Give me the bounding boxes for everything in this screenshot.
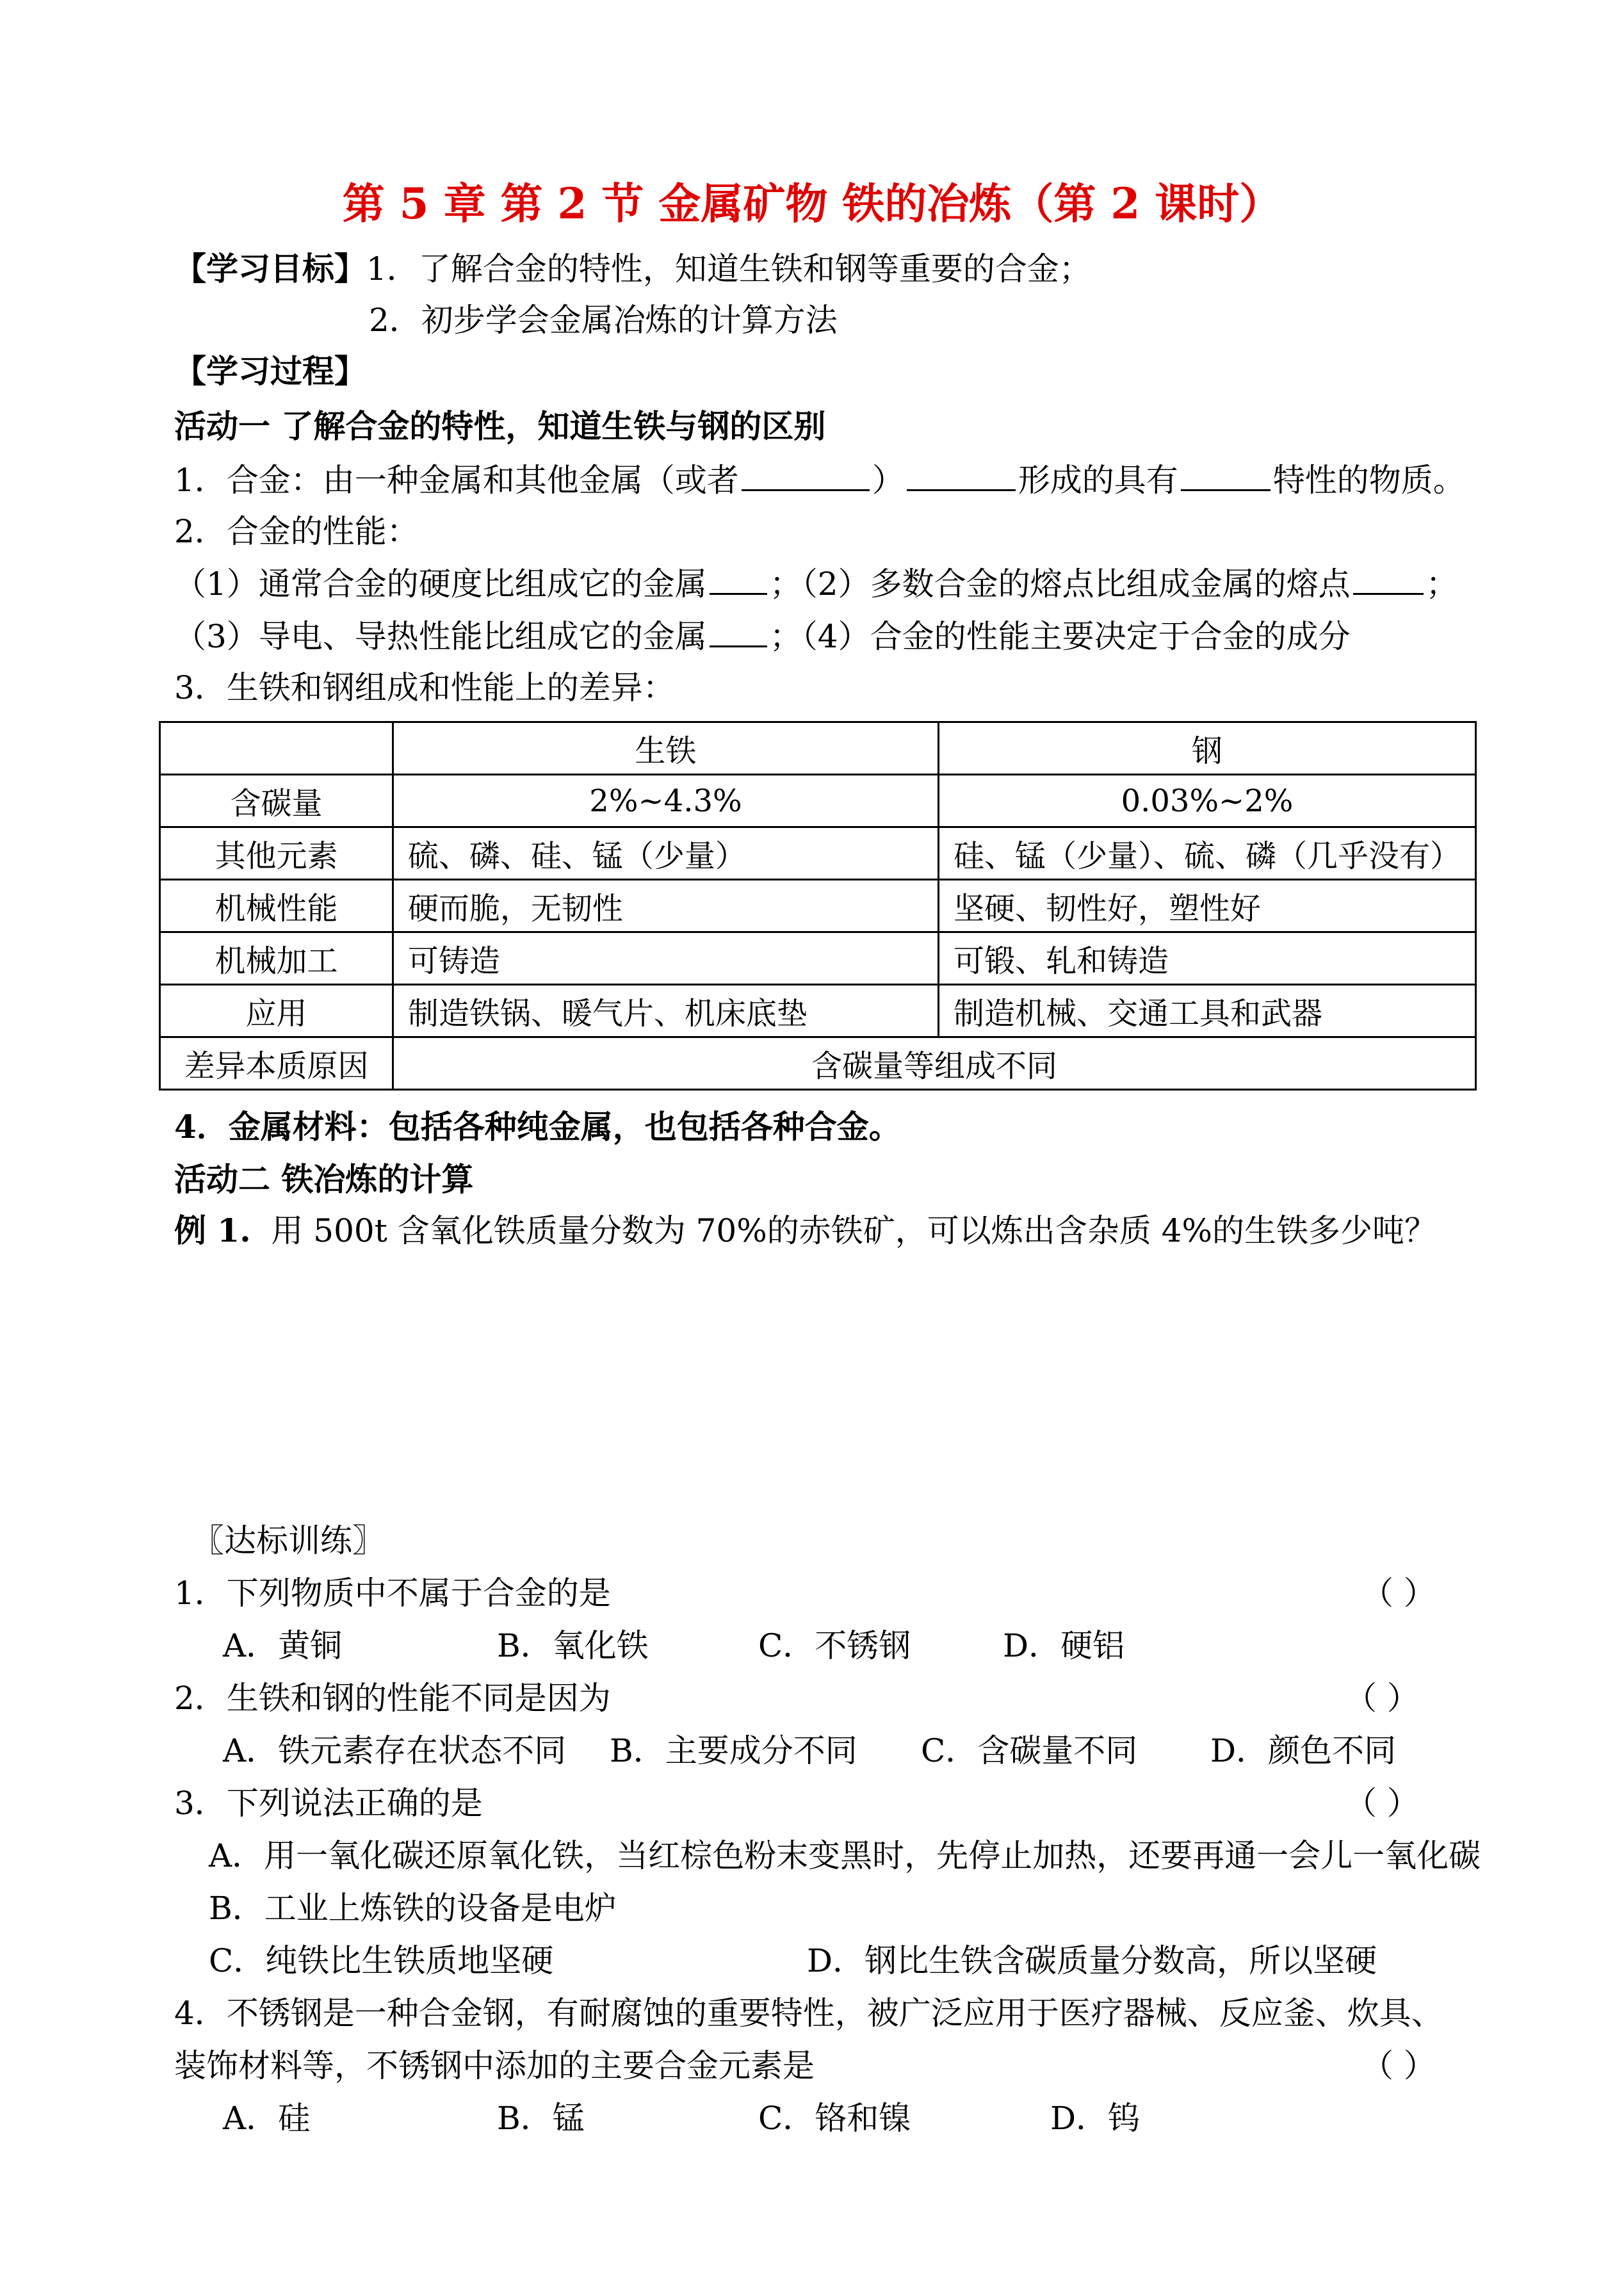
table-cell: 可铸造 (393, 932, 938, 985)
q3-option-c[interactable]: C．纯铁比生铁质地坚硬 (209, 1942, 554, 1979)
table-cell: 制造机械、交通工具和武器 (938, 985, 1475, 1037)
table-cell: 制造铁锅、暖气片、机床底垫 (393, 985, 938, 1037)
activity1-heading: 活动一 了解合金的特性，知道生铁与钢的区别 (174, 407, 826, 445)
table-cell: 坚硬、韧性好，塑性好 (938, 880, 1475, 932)
training-label: 〖达标训练〗 (192, 1522, 384, 1559)
q4-option-a[interactable]: A．硅 (223, 2100, 311, 2137)
q3-option-d[interactable]: D．钢比生铁含碳质量分数高，所以坚硬 (807, 1942, 1377, 1979)
table-row (160, 880, 1476, 932)
table-row (160, 775, 1476, 827)
blank-2[interactable] (907, 460, 1016, 491)
q4-option-b[interactable]: B．锰 (497, 2100, 585, 2137)
q4-option-d[interactable]: D．钨 (1050, 2100, 1141, 2137)
q2-1-text: （1）通常合金的硬度比组成它的金属 (174, 565, 707, 603)
q2-option-b[interactable]: B．主要成分不同 (610, 1732, 857, 1769)
question-1-3: 3．生铁和钢组成和性能上的差异： (174, 669, 675, 706)
table-row-label: 应用 (160, 985, 393, 1037)
process-label: 【学习过程】 (174, 352, 366, 390)
table-cell: 含碳量等组成不同 (393, 1037, 1475, 1090)
training-q1: 1．下列物质中不属于合金的是 (174, 1575, 611, 1612)
q1-text-b: ） (872, 462, 904, 499)
example-text: 用 500t 含氧化铁质量分数为 70%的赤铁矿，可以炼出含杂质 4%的生铁多少吨？ (271, 1212, 1436, 1249)
question-1-4: 4．金属材料：包括各种纯金属，也包括各种合金。 (174, 1108, 901, 1146)
q1-text-d: 特性的物质。 (1272, 462, 1465, 499)
example-1 (174, 1212, 1436, 1250)
answer-paren-q1[interactable]: （ ） (1361, 1575, 1436, 1612)
table-cell: 硫、磷、硅、锰（少量） (393, 827, 938, 880)
training-q4-line-1: 4．不锈钢是一种合金钢，有耐腐蚀的重要特性，被广泛应用于医疗器械、反应釜、炊具、 (174, 1995, 1443, 2032)
q3-option-b[interactable]: B．工业上炼铁的设备是电炉 (209, 1890, 617, 1927)
objectives-label: 【学习目标】 (174, 250, 366, 288)
table-header-cell (160, 722, 393, 775)
table-row (160, 1037, 1476, 1090)
question-1-2-sub-b (174, 616, 1351, 656)
table-row-label: 机械性能 (160, 880, 393, 932)
q1-text-a: 1．合金：由一种金属和其他金属（或者 (174, 462, 739, 499)
table-header-cell: 生铁 (393, 722, 938, 775)
table-row (160, 932, 1476, 985)
q2-option-d[interactable]: D．颜色不同 (1210, 1732, 1397, 1769)
answer-paren-q4[interactable]: （ ） (1361, 2047, 1436, 2084)
table-cell: 硅、锰（少量）、硫、磷（几乎没有） (938, 827, 1475, 880)
q2-2-end: ； (1425, 565, 1458, 603)
training-q4-line-2: 装饰材料等，不锈钢中添加的主要合金元素是 (174, 2047, 815, 2084)
table-row-label: 含碳量 (160, 775, 393, 827)
page-title: 第 5 章 第 2 节 金属矿物 铁的冶炼（第 2 课时） (342, 179, 1282, 229)
blank-1[interactable] (742, 460, 870, 491)
answer-paren-q3[interactable]: （ ） (1345, 1785, 1419, 1822)
q3-option-a[interactable]: A．用一氧化碳还原氧化铁，当红棕色粉末变黑时，先停止加热，还要再通一会儿一氧化碳 (209, 1837, 1481, 1874)
objective-item-1: 1．了解合金的特性，知道生铁和钢等重要的合金； (366, 250, 1091, 288)
table-cell: 硬而脆，无韧性 (393, 880, 938, 932)
table-cell: 2%~4.3% (393, 775, 938, 827)
table-cell: 可锻、轧和铸造 (938, 932, 1475, 985)
q1-option-a[interactable]: A．黄铜 (223, 1627, 343, 1664)
q2-option-c[interactable]: C．含碳量不同 (921, 1732, 1138, 1769)
q1-text-c: 形成的具有 (1018, 462, 1178, 499)
iron-steel-comparison-table (159, 721, 1477, 1091)
blank-4[interactable] (710, 564, 767, 595)
table-row-label: 机械加工 (160, 932, 393, 985)
question-1-2-sub-a (174, 564, 1458, 603)
table-header-cell: 钢 (938, 722, 1475, 775)
objective-item-2: 2．初步学会金属冶炼的计算方法 (369, 302, 838, 339)
example-label: 例 1. (174, 1212, 251, 1249)
q2-2-text: ；（2）多数合金的熔点比组成金属的熔点 (769, 565, 1351, 603)
q4-option-c[interactable]: C．铬和镍 (758, 2100, 911, 2137)
table-row-label: 差异本质原因 (160, 1037, 393, 1090)
question-1-2: 2．合金的性能： (174, 513, 419, 550)
training-q2: 2．生铁和钢的性能不同是因为 (174, 1680, 611, 1717)
blank-6[interactable] (710, 616, 767, 647)
table-header-row (160, 722, 1476, 775)
q1-option-c[interactable]: C．不锈钢 (758, 1627, 911, 1664)
activity2-heading: 活动二 铁冶炼的计算 (174, 1160, 474, 1198)
blank-5[interactable] (1353, 564, 1424, 595)
training-q3: 3．下列说法正确的是 (174, 1785, 483, 1822)
q2-4-text: ；（4）合金的性能主要决定于合金的成分 (769, 618, 1351, 655)
q1-option-d[interactable]: D．硬铝 (1003, 1627, 1125, 1664)
table-cell: 0.03%~2% (938, 775, 1475, 827)
answer-paren-q2[interactable]: （ ） (1345, 1680, 1419, 1717)
q2-3-text: （3）导电、导热性能比组成它的金属 (174, 618, 707, 655)
blank-3[interactable] (1181, 460, 1271, 491)
q2-option-a[interactable]: A．铁元素存在状态不同 (223, 1732, 567, 1769)
table-row-label: 其他元素 (160, 827, 393, 880)
table-row (160, 827, 1476, 880)
q1-option-b[interactable]: B．氧化铁 (497, 1627, 649, 1664)
objectives-line-1 (174, 250, 1091, 288)
table-row (160, 985, 1476, 1037)
question-1-1 (174, 460, 1465, 499)
